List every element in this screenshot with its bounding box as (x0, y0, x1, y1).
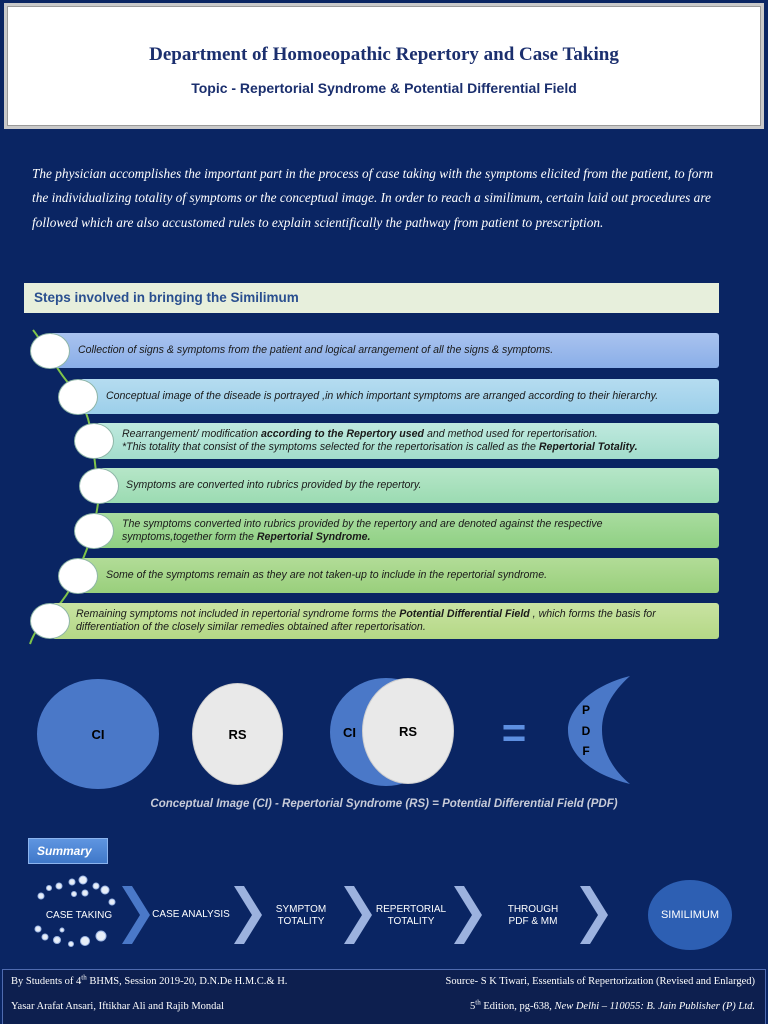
similimum-text: SIMILIMUM (660, 909, 720, 921)
flow-repertorial-line2: TOTALITY (387, 916, 435, 927)
step-4-marker (79, 468, 119, 504)
flow-symptom-totality (262, 904, 340, 928)
rs-circle (192, 683, 283, 785)
footer-edition-mid: Edition, pg-638, (480, 1001, 555, 1012)
step-1 (50, 333, 719, 368)
equals-sign (494, 710, 534, 756)
rs-label: RS (228, 726, 247, 742)
flow-case-analysis-text: CASE ANALYSIS (152, 909, 230, 920)
step-6-text: Some of the symptoms remain as they are not taken-up to include in the repertorial syndrome. (106, 569, 548, 581)
step-5-content (122, 518, 679, 544)
step-5-bold: Repertorial Syndrome. (256, 530, 371, 543)
rs-overlap-circle (362, 678, 454, 784)
step-7-bold: Potential Differential Field (399, 608, 530, 620)
footer (2, 969, 766, 1024)
ci-label: CI (91, 726, 105, 742)
step-1-marker (30, 333, 70, 369)
flow-symptom-line1: SYMPTOM (275, 904, 327, 915)
equals-text: = (501, 709, 527, 756)
summary-tab: Summary (28, 838, 108, 864)
similimum-ellipse (648, 880, 732, 950)
step-3-bold-b: Repertorial Totality. (538, 441, 638, 453)
step-3-line-1 (122, 428, 719, 441)
step-6 (82, 558, 719, 593)
step-7-text-b: , which forms the basis for differentiation of the closely similar remedies obtained after repertorisation. (76, 608, 656, 633)
footer-credits-a: By Students of 4 (11, 976, 82, 987)
flow-repertorial-line1: REPERTORIAL (375, 904, 447, 915)
chevron-arrow-5 (576, 884, 610, 946)
step-1-text: Collection of signs & symptoms from the patient and logical arrangement of all the signs & symptoms. (78, 344, 554, 356)
step-7-marker (30, 603, 70, 639)
pdf-d-text: D (581, 724, 591, 738)
step-3 (96, 423, 719, 459)
step-4 (100, 468, 719, 503)
step-2 (80, 379, 719, 414)
footer-credits (11, 973, 288, 987)
rs-overlap-label: RS (398, 723, 418, 739)
footer-credits-b: BHMS, Session 2019-20, D.N.De H.M.C.& H. (86, 976, 288, 987)
flow-case-taking (36, 910, 122, 922)
flow-repertorial-totality (370, 904, 452, 928)
step-7-content (76, 608, 709, 634)
step-3-line-2 (122, 441, 719, 454)
pdf-equation: Conceptual Image (CI) - Repertorial Syndrome (RS) = Potential Differential Field (PDF) (150, 798, 618, 810)
step-3-text-b: and method used for repertorisation. (424, 428, 598, 440)
step-3-text-a: Rearrangement/ modification (122, 428, 261, 440)
ci-overlap-label: CI (343, 724, 356, 740)
pdf-crescent (560, 674, 640, 786)
chevron-arrow-4 (450, 884, 484, 946)
flow-case-analysis (150, 909, 232, 921)
footer-publisher: New Delhi – 110055: B. Jain Publisher (P) Ltd. (554, 1001, 755, 1012)
footer-edition (470, 998, 755, 1012)
chevron-arrow-1 (118, 884, 152, 946)
pdf-f-text: F (582, 744, 590, 758)
pdf-letter-p (576, 702, 596, 718)
footer-source: Source- S K Tiwari, Essentials of Repertorization (Revised and Enlarged) (445, 976, 755, 987)
steps-heading: Steps involved in bringing the Similimum (24, 283, 719, 313)
step-5 (96, 513, 719, 548)
flow-through-line2: PDF & MM (508, 916, 558, 927)
header-banner (4, 3, 764, 129)
flow-symptom-line2: TOTALITY (277, 916, 325, 927)
intro-paragraph: The physician accomplishes the important part in the process of case taking with the symptoms elicited from the patient, to form the individualizing totality of symptoms or the conceptual image. In order to reach a similimum, certain laid out procedures are followed which are also accustomed rules to explain scientifically the pathway from patient to prescription. (32, 166, 714, 230)
flow-through-pdf (490, 904, 576, 928)
pdf-letter-f (576, 743, 596, 759)
chevron-arrow-2 (230, 884, 264, 946)
footer-edition-sup: th (475, 998, 481, 1007)
step-7 (52, 603, 719, 639)
step-2-text: Conceptual image of the diseade is portrayed ,in which important symptoms are arranged according to their hierarchy. (106, 390, 659, 402)
ci-circle (37, 679, 159, 789)
page-title: Department of Homoeopathic Repertory and Case Taking (149, 44, 619, 65)
step-5-marker (74, 513, 114, 549)
chevron-arrow-3 (340, 884, 374, 946)
step-3-marker (74, 423, 114, 459)
footer-credits-sup: th (81, 973, 87, 982)
step-3-text-c: *This totality that consist of the symptoms selected for the repertorisation is called as the (122, 441, 539, 453)
footer-authors: Yasar Arafat Ansari, Iftikhar Ali and Rajib Mondal (11, 1001, 224, 1012)
step-2-marker (58, 379, 98, 415)
step-3-bold-a: according to the Repertory used (260, 428, 425, 440)
step-7-text-a: Remaining symptoms not included in repertorial syndrome forms the (76, 608, 400, 620)
page-topic: Topic - Repertorial Syndrome & Potential Differential Field (191, 80, 577, 96)
footer-edition-num: 5 (470, 1001, 476, 1012)
pdf-p-text: P (581, 703, 590, 717)
step-6-marker (58, 558, 98, 594)
flow-through-line1: THROUGH (507, 904, 559, 915)
step-5-text: The symptoms converted into rubrics provided by the repertory and are denoted against the respective symptoms,together form the (122, 517, 603, 543)
pdf-letter-d (576, 723, 596, 739)
step-4-text: Symptoms are converted into rubrics provided by the repertory. (126, 479, 422, 491)
flow-case-taking-text: CASE TAKING (45, 910, 113, 921)
